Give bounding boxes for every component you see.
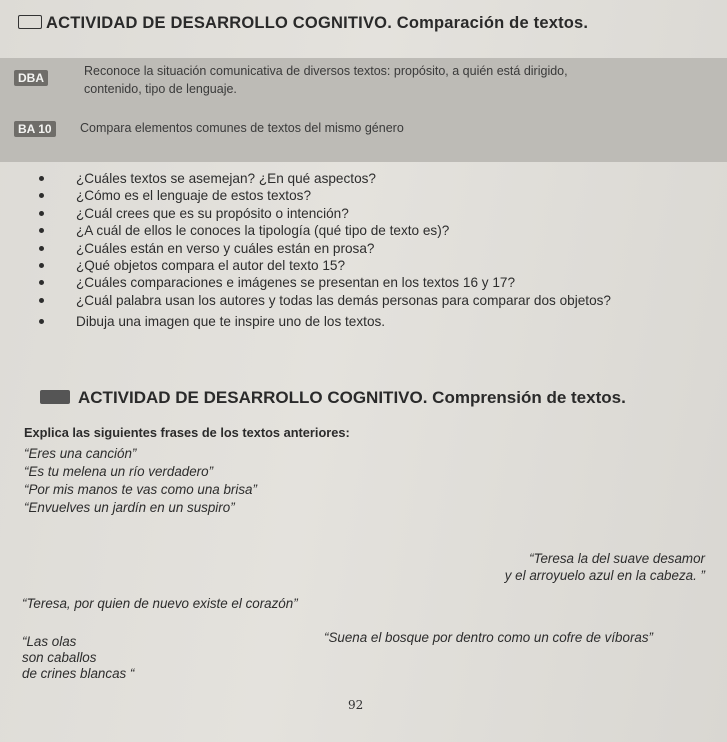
dba-label: DBA: [14, 70, 48, 86]
question-item: ¿Cuáles están en verso y cuáles están en prosa?: [36, 240, 706, 257]
question-item: ¿Cuáles textos se asemejan? ¿En qué aspectos?: [36, 170, 706, 187]
question-item: ¿Cuál palabra usan los autores y todas las demás personas para comparar dos objetos?: [36, 292, 706, 309]
questions-list: [36, 170, 706, 330]
question-item: ¿Cuál crees que es su propósito o intención?: [36, 205, 706, 222]
phrase-5-line1: “Teresa la del suave desamor: [529, 551, 705, 566]
phrase-8: “Suena el bosque por dentro como un cofre de víboras”: [324, 630, 654, 645]
page-number: 92: [348, 698, 364, 712]
question-item: ¿Cómo es el lenguaje de estos textos?: [36, 187, 706, 204]
activity-icon: [18, 15, 42, 29]
activity-icon: [40, 390, 70, 404]
phrase-5-line2: y el arroyuelo azul en la cabeza. ”: [504, 568, 705, 583]
dba-text-line1: Reconoce la situación comunicativa de diversos textos: propósito, a quién está dirigido,: [84, 64, 568, 78]
dba-text-line2: contenido, tipo de lenguaje.: [84, 82, 237, 96]
section2-title-text: ACTIVIDAD DE DESARROLLO COGNITIVO. Comprensión de textos.: [78, 388, 626, 407]
phrase-7-line3: de crines blancas “: [22, 666, 135, 681]
ba-text: Compara elementos comunes de textos del mismo género: [80, 121, 404, 135]
phrase-1: “Eres una canción”: [24, 446, 137, 461]
question-item: ¿A cuál de ellos le conoces la tipología (qué tipo de texto es)?: [36, 222, 706, 239]
question-item: ¿Cuáles comparaciones e imágenes se presentan en los textos 16 y 17?: [36, 274, 706, 291]
phrase-7-line1: “Las olas: [22, 634, 77, 649]
phrase-2: “Es tu melena un río verdadero”: [24, 464, 214, 479]
question-item: ¿Qué objetos compara el autor del texto 15?: [36, 257, 706, 274]
phrase-3: “Por mis manos te vas como una brisa”: [24, 482, 257, 497]
phrase-4: “Envuelves un jardín en un suspiro”: [24, 500, 235, 515]
section1-title-text: ACTIVIDAD DE DESARROLLO COGNITIVO. Comparación de textos.: [46, 14, 589, 32]
phrase-7-line2: son caballos: [22, 650, 97, 665]
ba-label: BA 10: [14, 121, 56, 137]
question-item: Dibuja una imagen que te inspire uno de los textos.: [36, 313, 706, 330]
section2-subtitle: Explica las siguientes frases de los textos anteriores:: [24, 425, 350, 440]
phrase-6: “Teresa, por quien de nuevo existe el corazón”: [22, 596, 298, 611]
section2-title: [40, 388, 626, 408]
section1-title: [18, 14, 588, 33]
